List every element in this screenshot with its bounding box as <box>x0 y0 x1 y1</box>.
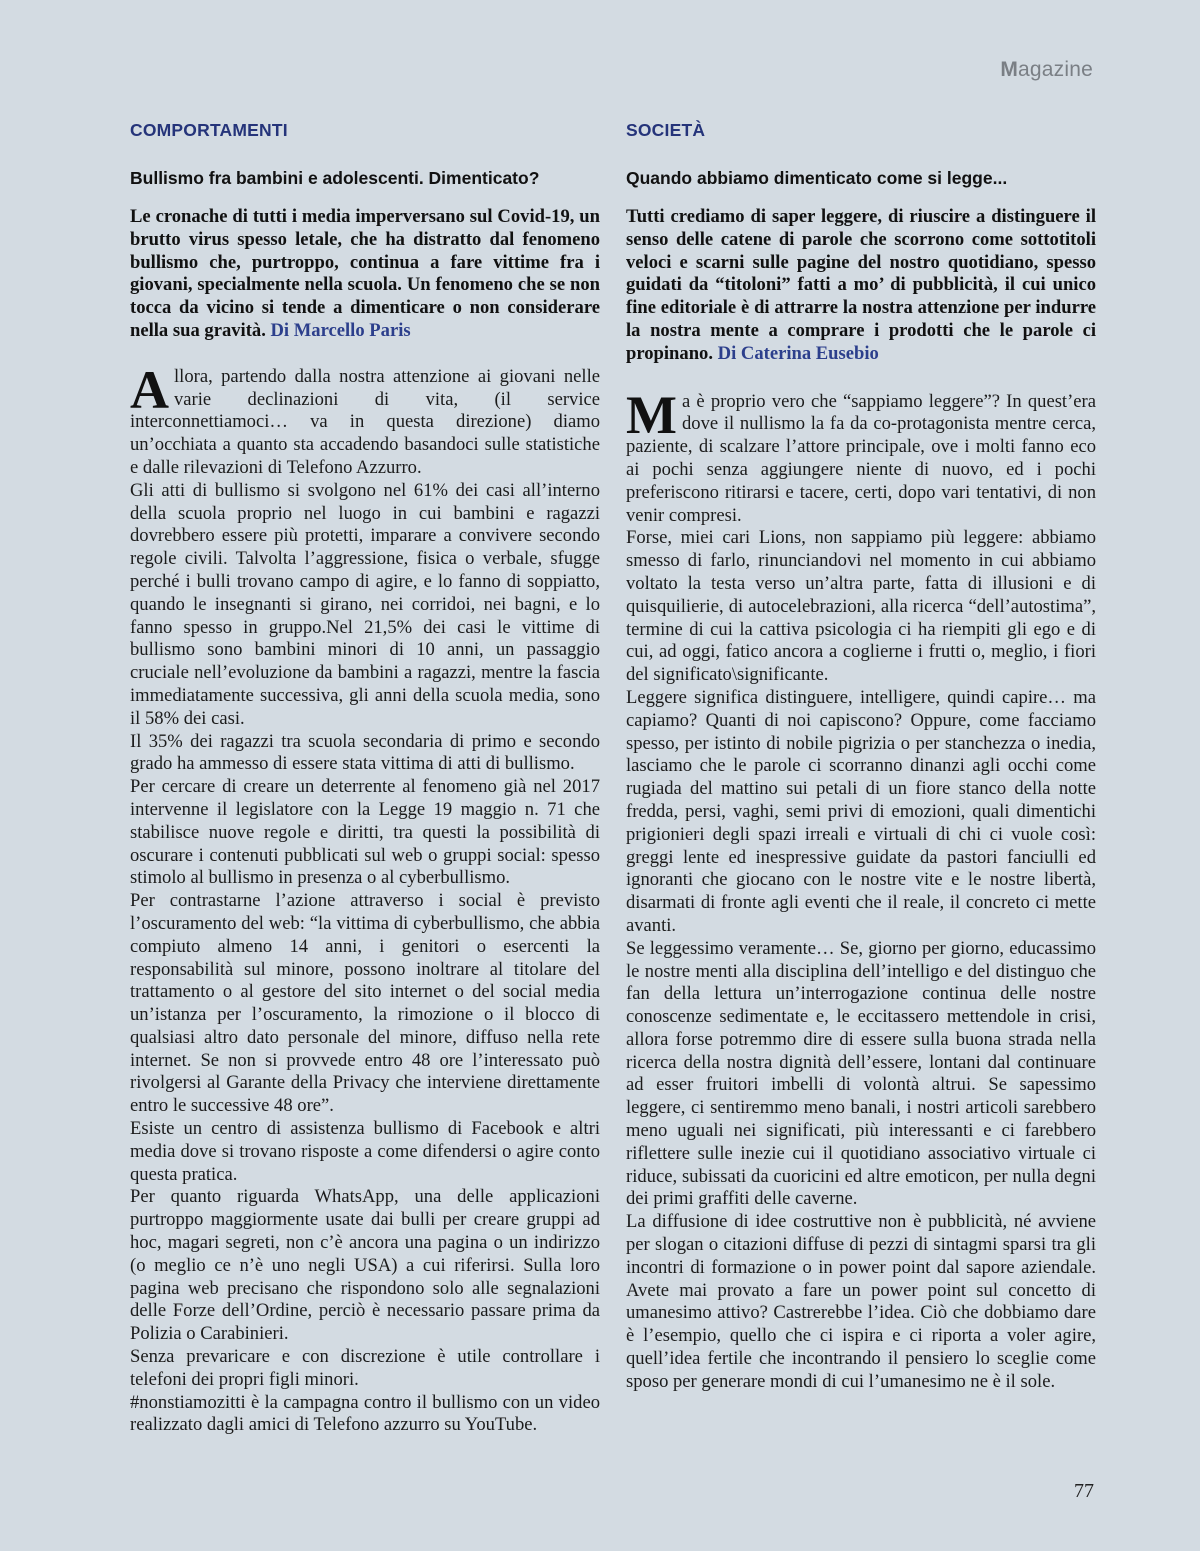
author-byline: Di Caterina Eusebio <box>717 342 879 364</box>
paragraph: Per quanto riguarda WhatsApp, una delle applicazioni purtroppo maggiormente usate dai bulli per creare gruppi ad hoc, magari segreti, non c’è ancora una pagina o un indirizzo (o meglio ce n’è uno negli USA) a cui riferirsi. Sulla loro pagina web precisano che rispondono solo alle segnalazioni delle Forze dell’Ordine, perciò è necessario passare prima da Polizia o Carabinieri. <box>130 1186 600 1345</box>
article-left <box>130 120 600 1437</box>
paragraph: La diffusione di idee costruttive non è pubblicità, né avviene per slogan o citazioni diffuse di pezzi di sintagmi sparsi tra gli incontri di formazione o in power point dal sapore aziendale. Avete mai provato a fare un power point sul concetto di umanesimo attivo? Castrerebbe l’idea. Ciò che dobbiamo dare è l’esempio, quello che ci ispira e ci riporta a voler agire, quell’idea fertile che incontrando il pensiero lo sceglie come sposo per generare mondi di cui l’umanesimo ne è il sole. <box>626 1211 1096 1392</box>
article-lead <box>130 206 600 343</box>
lead-text: Tutti crediamo di saper leggere, di riuscire a distinguere il senso delle catene di parole che scorrono come sottotitoli veloci e scarni sulle pagine del nostro quotidiano, spesso guidati da “titoloni” fatti a mo’ di pubblicità, il cui unico fine editoriale è di attrarre la nostra attenzione per indurre la nostra mente a comprare i prodotti che le parole ci propinano. <box>626 206 1096 364</box>
paragraph: #nonstiamozitti è la campagna contro il bullismo con un video realizzato dagli amici di Telefono azzurro su YouTube. <box>130 1391 600 1436</box>
paragraph: Senza prevaricare e con discrezione è utile controllare i telefoni dei propri figli minori. <box>130 1346 600 1390</box>
lead-text: Le cronache di tutti i media imperversano sul Covid-19, un brutto virus spesso letale, che ha distratto dal fenomeno bullismo che, purtroppo, continua a fare vittime fra i giovani, specialmente nella scuola. Un fenomeno che se non tocca da vicino si tende a dimenticare o non considerare nella sua gravità. <box>130 206 600 341</box>
paragraph: Esiste un centro di assistenza bullismo di Facebook e altri media dove si trovano risposte a come difendersi o agire conto questa pratica. <box>130 1118 600 1185</box>
paragraph-text: llora, partendo dalla nostra attenzione ai giovani nelle varie declinazioni di vita, (il service interconnettiamoci… va in questa direzione) diamo un’occhiata a quanto sta accadendo basandoci sulle statistiche e dalle rilevazioni di Telefono Azzurro. <box>130 365 600 478</box>
paragraph: Leggere significa distinguere, intelligere, quindi capire… ma capiamo? Quanti di noi capiscono? Oppure, come facciamo spesso, per istinto di nobile pigrizia o per stanchezza o inedia, lasciamo che le parole ci scorranno dinanzi agli occhi come rugiada del mattino sui petali di un fiore stanco della notte fredda, persi, vaghi, semi privi di emozioni, quali dimentichi prigionieri degli spazi irreali e virtuali di chi ci vuole così: greggi lente ed inespressive guidate da pastori fanciulli ed ignoranti che giocano con le nostre vite e le nostre libertà, disarmati di fronte agli eventi che il reale, il concreto ci mette avanti. <box>626 686 1096 936</box>
paragraph-text: a è proprio vero che “sappiamo leggere”? In quest’era dove il nullismo la fa da co-protagonista mentre cerca, paziente, di scalzare l’attore principale, ove i molti fanno eco ai pochi senza aggiungere niente di nuovo, ed i pochi preferiscono ritirarsi e tacere, certi, dopo vari tentativi, di non venir compresi. <box>626 390 1096 526</box>
paragraph: Per cercare di creare un deterrente al fenomeno già nel 2017 intervenne il legislatore con la Legge 19 maggio n. 71 che stabilisce nuove regole e diritti, tra questi la possibilità di oscurare i contenuti pubblicati sul web o gruppi social: spesso stimolo al bullismo in presenza o al cyberbullismo. <box>130 776 600 889</box>
paragraph: Gli atti di bullismo si svolgono nel 61% dei casi all’interno della scuola proprio nel luogo in cui bambini e ragazzi dovrebbero essere più protetti, imparare a convivere secondo regole civili. Talvolta l’aggressione, fisica o verbale, sfugge perché i bulli trovano campo di agire, e lo fanno di soppiatto, quando le insegnanti si girano, nei corridoi, nei bagni, e lo fanno spesso in gruppo.Nel 21,5% dei casi le vittime di bullismo sono bambini minori di 10 anni, un passaggio cruciale nell’evoluzione da bambini a ragazzi, mentre la fascia immediatamente successiva, gli anni della scuola media, sono il 58% dei casi. <box>130 479 600 729</box>
paragraph: Se leggessimo veramente… Se, giorno per giorno, educassimo le nostre menti alla disciplina dell’intelligo e del distinguo che fan della lettura un’interrogazione continua delle nostre conoscenze sedimentate e, le eccitassero mettendole in crisi, allora forse potremmo dire di essere sulla buona strada nella ricerca della nostra dignità dell’essere, lontani dal continuare ad esser fruitori imbelli di volontà altrui. Se sapessimo leggere, ci sentiremmo meno banali, i nostri articoli sarebbero meno uguali nei significati, più interessanti e ci farebbero riflettere sulle inezie cui il quotidiano associativo virtuale ci riduce, subissati da cuoricini ed altre emoticon, per nulla degni dei primi graffiti delle caverne. <box>626 937 1096 1210</box>
magazine-label-initial: M <box>1000 58 1019 81</box>
paragraph <box>626 384 1096 528</box>
magazine-label <box>1000 58 1093 82</box>
drop-cap: A <box>130 359 169 420</box>
paragraph: Il 35% dei ragazzi tra scuola secondaria di primo e secondo grado ha ammesso di essere stata vittima di atti di bullismo. <box>130 730 600 775</box>
article-right <box>626 120 1096 1394</box>
paragraph <box>130 359 600 480</box>
paragraph: Per contrastarne l’azione attraverso i social è previsto l’oscuramento del web: “la vittima di cyberbullismo, che abbia compiuto almeno 14 anni, i genitori o esercenti la responsabilità sul minore, possono inoltrare al titolare del trattamento o al gestore del sito internet o del social media un’istanza per l’oscuramento, la rimozione o il blocco di qualsiasi altro dato personale del minore, diffuso nella rete internet. Se non si provvede entro 48 ore l’interessato può rivolgersi al Garante della Privacy che interviene direttamente entro le successive 48 ore”. <box>130 890 600 1117</box>
section-tag: COMPORTAMENTI <box>130 120 288 140</box>
paragraph: Forse, miei cari Lions, non sappiamo più leggere: abbiamo smesso di farlo, rinunciandovi nel momento in cui abbiamo voltato la testa verso un’altra parte, fatta di illusioni e di quisquilierie, di autocelebrazioni, alla ricerca “dell’autostima”, termine di cui la cattiva psicologia ci ha riempiti gli ego e di cui, ad oggi, fatico ancora a coglierne i frutti o, meglio, i fiori del significato\significante. <box>626 527 1096 686</box>
author-byline: Di Marcello Paris <box>270 319 411 341</box>
article-title: Bullismo fra bambini e adolescenti. Dimenticato? <box>130 168 540 188</box>
article-body <box>626 384 1096 1394</box>
article-title: Quando abbiamo dimenticato come si legge... <box>626 168 1008 188</box>
section-tag: SOCIETÀ <box>626 120 706 140</box>
drop-cap: M <box>626 384 677 445</box>
page-number: 77 <box>1074 1480 1094 1502</box>
article-lead <box>626 206 1096 366</box>
magazine-label-rest: agazine <box>1018 58 1093 81</box>
article-body <box>130 359 600 1437</box>
